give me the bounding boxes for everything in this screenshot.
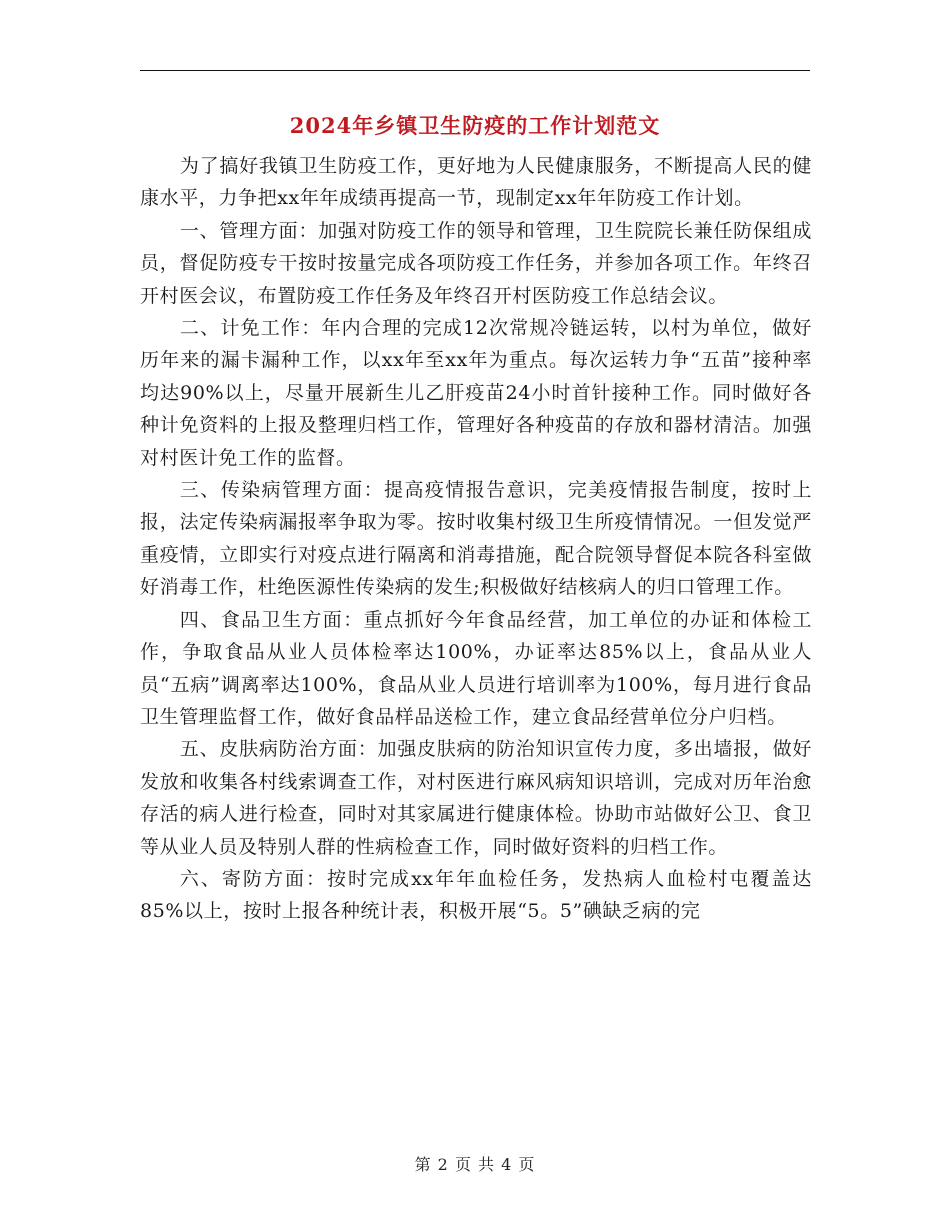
page-number: 第 2 页 共 4 页: [414, 1155, 536, 1174]
paragraph-infectious-disease: 三、传染病管理方面：提高疫情报告意识，完美疫情报告制度，按时上报，法定传染病漏报率争取为零。按时收集村级卫生所疫情情况。一但发觉严重疫情，立即实行对疫点进行隔离和消毒措施，配合院领导督促本院各科室做好消毒工作，杜绝医源性传染病的发生;积极做好结核病人的归口管理工作。: [140, 479, 812, 599]
paragraph-food-hygiene: 四、食品卫生方面：重点抓好今年食品经营，加工单位的办证和体检工作，争取食品从业人员体检率达100%，办证率达85%以上，食品从业人员“五病”调离率达100%，食品从业人员进行培训率为100%，每月进行食品卫生管理监督工作，做好食品样品送检工作，建立食品经营单位分户归档。: [140, 608, 812, 728]
document-body: [140, 150, 812, 928]
page-footer: [0, 1152, 950, 1175]
header-rule: [140, 70, 810, 71]
paragraph-immunization: 二、计免工作：年内合理的完成12次常规冷链运转，以村为单位，做好历年来的漏卡漏种工作，以xx年至xx年为重点。每次运转力争“五苗”接种率均达90%以上，尽量开展新生儿乙肝疫苗24小时首针接种工作。同时做好各种计免资料的上报及整理归档工作，管理好各种疫苗的存放和器材清洁。加强对村医计免工作的监督。: [140, 317, 812, 469]
paragraph-management: 一、管理方面：加强对防疫工作的领导和管理，卫生院院长兼任防保组成员，督促防疫专干按时按量完成各项防疫工作任务，并参加各项工作。年终召开村医会议，布置防疫工作任务及年终召开村医防疫工作总结会议。: [140, 219, 812, 307]
paragraph-skin-disease: 五、皮肤病防治方面：加强皮肤病的防治知识宣传力度，多出墙报，做好发放和收集各村线索调查工作，对村医进行麻风病知识培训，完成对历年治愈存活的病人进行检查，同时对其家属进行健康体检。协助市站做好公卫、食卫等从业人员及特别人群的性病检查工作，同时做好资料的归档工作。: [140, 738, 812, 858]
paragraph-intro: 为了搞好我镇卫生防疫工作，更好地为人民健康服务，不断提高人民的健康水平，力争把xx年年成绩再提高一节，现制定xx年年防疫工作计划。: [140, 155, 812, 210]
document-title: 2024年乡镇卫生防疫的工作计划范文: [289, 113, 661, 138]
paragraph-parasite-prevention: 六、寄防方面：按时完成xx年年血检任务，发热病人血检村屯覆盖达85%以上，按时上报各种统计表，积极开展“5。5”碘缺乏病的完: [140, 867, 812, 923]
